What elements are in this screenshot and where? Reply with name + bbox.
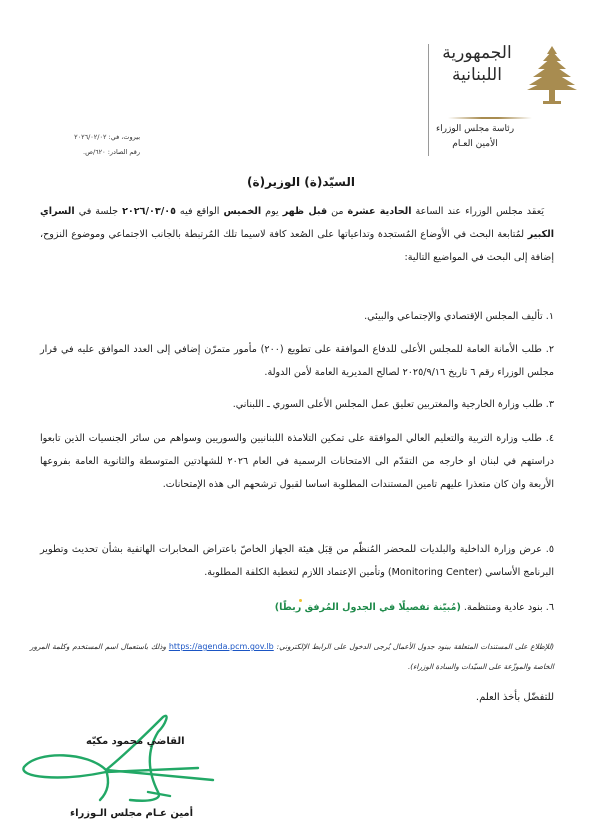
intro-period: قبل ظهر bbox=[282, 206, 328, 217]
agenda-item-number: ٤. bbox=[545, 433, 554, 444]
agenda-item-note: (مُبيّنة تفصيلًا في الجدول المُرفق ربطًا) bbox=[274, 602, 461, 613]
agenda-item bbox=[40, 305, 554, 328]
republic-title bbox=[434, 42, 520, 86]
footnote-text: وذلك باستعمال اسم المستخدم وكلمة المرور الخاصة والموزّعة على السيّدات والسادة الوزراء). bbox=[30, 642, 554, 671]
intro-time: الحادية عشرة bbox=[347, 206, 412, 217]
agenda-item-text: تأليف المجلس الإقتصادي والإجتماعي والبيئي. bbox=[364, 311, 543, 322]
agenda-link[interactable]: https://agenda.pcm.gov.lb bbox=[168, 642, 274, 651]
intro-text: من bbox=[327, 206, 348, 217]
agenda-item bbox=[40, 596, 554, 619]
intro-text: الواقع فيه bbox=[175, 206, 224, 217]
cedar-tree-logo-icon bbox=[527, 46, 577, 104]
salutation: السيّد(ة) الوزير(ة) bbox=[247, 175, 355, 189]
intro-text: جلسة في bbox=[74, 206, 123, 217]
agenda-item-text: عرض وزارة الداخلية والبلديات للمحضر المُنظّم من قِبَل هيئة الجهاز الخاصّ باعتراض المخابرات الهاتفية بشأن تحديث وتطوير البرنامج الأساسي (Monitoring Center) وتأمين الإعتماد اللازم لتغطية الكلفة المطلوبة. bbox=[40, 544, 554, 578]
intro-day: الخميس bbox=[223, 206, 262, 217]
agenda-item-number: ١. bbox=[545, 311, 554, 322]
republic-line-2: اللبنانية bbox=[452, 65, 502, 85]
intro-text: يوم bbox=[261, 206, 283, 217]
signer-name: القاضي محمود مكيّه bbox=[86, 736, 185, 747]
intro-paragraph bbox=[40, 200, 554, 269]
agenda-item-number: ٥. bbox=[545, 544, 554, 555]
intro-text: يَعقد مجلس الوزراء عند الساعة bbox=[411, 206, 544, 217]
agenda-item-number: ٦. bbox=[545, 602, 554, 613]
intro-date: ٢٠٢٦/٠٣/٠٥ bbox=[122, 206, 176, 217]
agenda-item-text: طلب وزارة التربية والتعليم العالي الموافقة على تمكين التلامذة اللبنانيين والسوريين وسواهم من سائر الجنسيات الذين تابعوا دراستهم في لبنان او خارجه من التقدّم الى الامتحانات الرسمية في العام ٢٠٢٦ للشهادتين المتوسطة والثانوية العامة بفروعها الأربعة وان كان متعذرا عليهم تامين المستندات المطلوبة اساسا لقبول ترشحهم الى هذه الإمتحانات. bbox=[40, 433, 554, 490]
issue-number: رقم الصادر: ٦٢٠/ص. bbox=[83, 148, 140, 156]
footnote-text: (للإطلاع على المستندات المتعلقة ببنود جدول الأعمال يُرجى الدخول على الرابط الإلكتروني: bbox=[273, 642, 554, 651]
handwritten-signature-icon bbox=[18, 712, 218, 807]
secretary-general-label: الأمين العـام bbox=[452, 139, 498, 149]
presidency-block bbox=[420, 122, 530, 152]
presidency-name: رئاسة مجلس الوزراء bbox=[435, 124, 515, 134]
closing-line: للتفضّل بأخذ العلم. bbox=[475, 692, 554, 703]
place-date: بيروت، في: ٢٠٢٦/٠٢/٠٢ bbox=[74, 133, 140, 141]
agenda-item bbox=[40, 393, 554, 416]
agenda-item-number: ٢. bbox=[545, 344, 555, 355]
agenda-item-text: بنود عادية ومنتظمة. bbox=[463, 602, 543, 613]
documents-footnote bbox=[30, 637, 554, 677]
agenda-item bbox=[40, 538, 554, 584]
gold-rule bbox=[448, 117, 532, 119]
agenda-item bbox=[40, 338, 554, 384]
agenda-item-text: طلب وزارة الخارجية والمغتربين تعليق عمل المجلس الأعلى السوري ـ اللبناني. bbox=[232, 399, 543, 410]
agenda-item-text: طلب الأمانة العامة للمجلس الأعلى للدفاع الموافقة على تطويع (٢٠٠) مأمور متمرّن إضافي إلى العدد الموافق عليه في قرار مجلس الوزراء رقم ٦ تاريخ ٢٠٢٥/٩/١٦ لصالح المديرية العامة لأمن الدولة. bbox=[40, 344, 554, 378]
reference-block bbox=[60, 130, 140, 160]
agenda-item bbox=[40, 427, 554, 496]
intro-text: لمُتابعة البحث في الأوضاع المُستجدة وتداعياتها على الصُعد كافة لاسيما تلك المُرتبطة بالجانب الاجتماعي وموضوع النزوح، إضافة إلى البحث في المواضيع التالية: bbox=[40, 229, 554, 263]
agenda-item-number: ٣. bbox=[545, 399, 554, 410]
republic-line-1: الجمهورية bbox=[442, 43, 512, 63]
signer-title: أمين عـام مجلس الـوزراء bbox=[70, 808, 194, 819]
intro-venue: السراي الكبير bbox=[40, 206, 554, 240]
